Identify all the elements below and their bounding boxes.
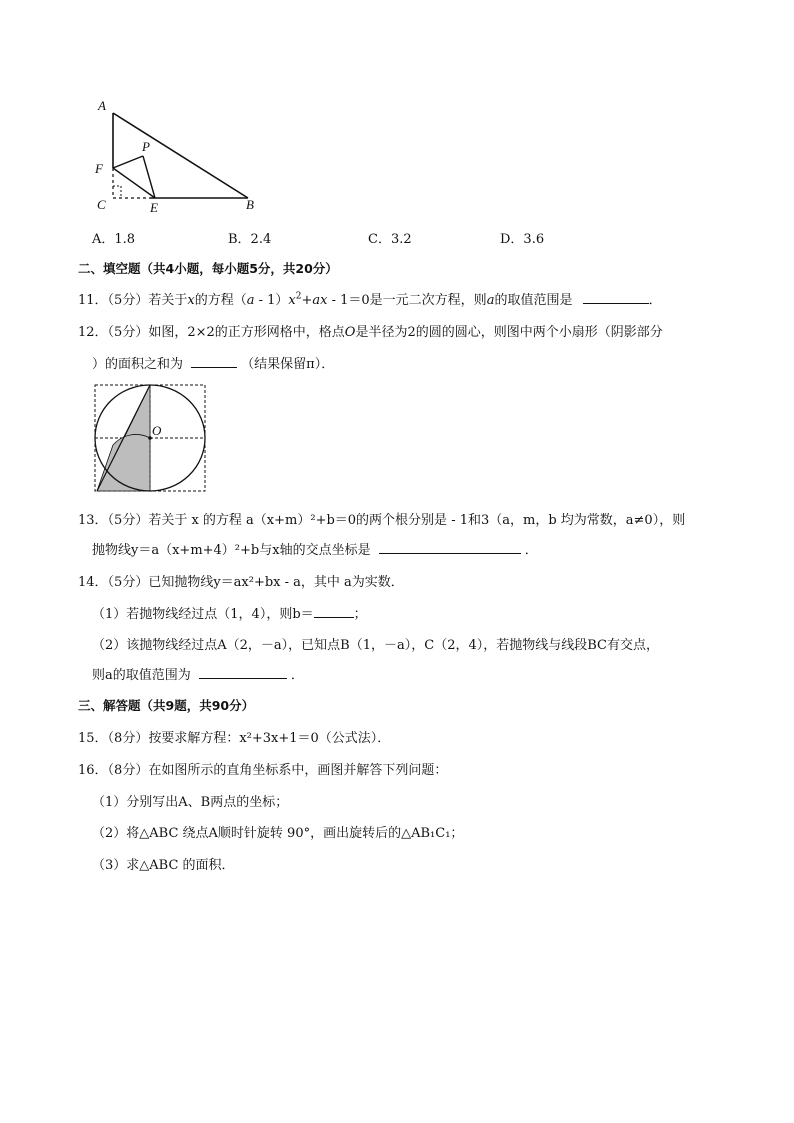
option-c: C．3.2	[368, 232, 412, 247]
question-15: 15．（8分）按要求解方程：x²+3x+1＝0（公式法）．	[78, 731, 391, 746]
answer-blank-13[interactable]	[379, 539, 521, 554]
question-12-line1: 12．（5分）如图，2×2的正方形网格中，格点O是半径为2的圆的圆心，则图中两个小扇形（阴影部分	[78, 325, 663, 340]
answer-blank-11[interactable]	[583, 289, 649, 304]
question-16-part3: （3）求△ABC 的面积．	[92, 858, 235, 873]
label-E: E	[150, 200, 158, 215]
question-14-part1: （1）若抛物线经过点（1，4），则b＝ ；	[92, 603, 367, 622]
label-P: P	[142, 139, 150, 154]
option-b: B．2.4	[228, 232, 272, 247]
question-14-part2-cont: 则a的取值范围为 ．	[92, 664, 304, 683]
option-d: D．3.6	[500, 232, 545, 247]
answer-blank-14-1[interactable]	[314, 603, 354, 618]
option-a: A．1.8	[92, 232, 136, 247]
triangle-figure	[88, 93, 268, 218]
question-13-line2: 抛物线y＝a（x+m+4）²+b与x轴的交点坐标是 ．	[92, 539, 538, 558]
answer-blank-12[interactable]	[191, 353, 237, 368]
section-3-title: 三、解答题（共9题，共90分）	[78, 698, 255, 713]
question-11: 11．（5分）若关于x的方程$(a - 1)x^2+ax - 1=0$是一元二次方程，则a的取值范围是 ．	[78, 289, 662, 308]
section-2-title: 二、填空题（共4小题，每小题5分，共20分）	[78, 261, 338, 276]
question-14-part2: （2）该抛物线经过点A（2，－a），已知点B（1，－a），C（2，4），若抛物线与线段BC有交点，	[92, 638, 659, 653]
question-16-part1: （1）分别写出A、B两点的坐标；	[92, 795, 289, 810]
label-B: B	[246, 197, 254, 212]
question-16-part2: （2）将△ABC 绕点A顺时针旋转 90°，画出旋转后的△AB₁C₁；	[92, 826, 464, 841]
circle-grid-figure	[93, 383, 207, 493]
answer-blank-14-2[interactable]	[199, 664, 287, 679]
question-14-line1: 14．（5分）已知抛物线y＝ax²+bx - a，其中 a为实数．	[78, 575, 404, 590]
question-12-line2: ）的面积之和为 （结果保留π）．	[92, 353, 334, 372]
label-A: A	[98, 98, 106, 113]
label-F: F	[95, 161, 103, 176]
label-O: O	[152, 423, 162, 438]
label-C: C	[97, 197, 106, 212]
question-16: 16．（8分）在如图所示的直角坐标系中，画图并解答下列问题：	[78, 763, 448, 778]
question-13-line1: 13．（5分）若关于 x 的方程 a（x+m）²+b＝0的两个根分别是 - 1和3（a，m，b 均为常数，a≠0），则	[78, 513, 686, 528]
